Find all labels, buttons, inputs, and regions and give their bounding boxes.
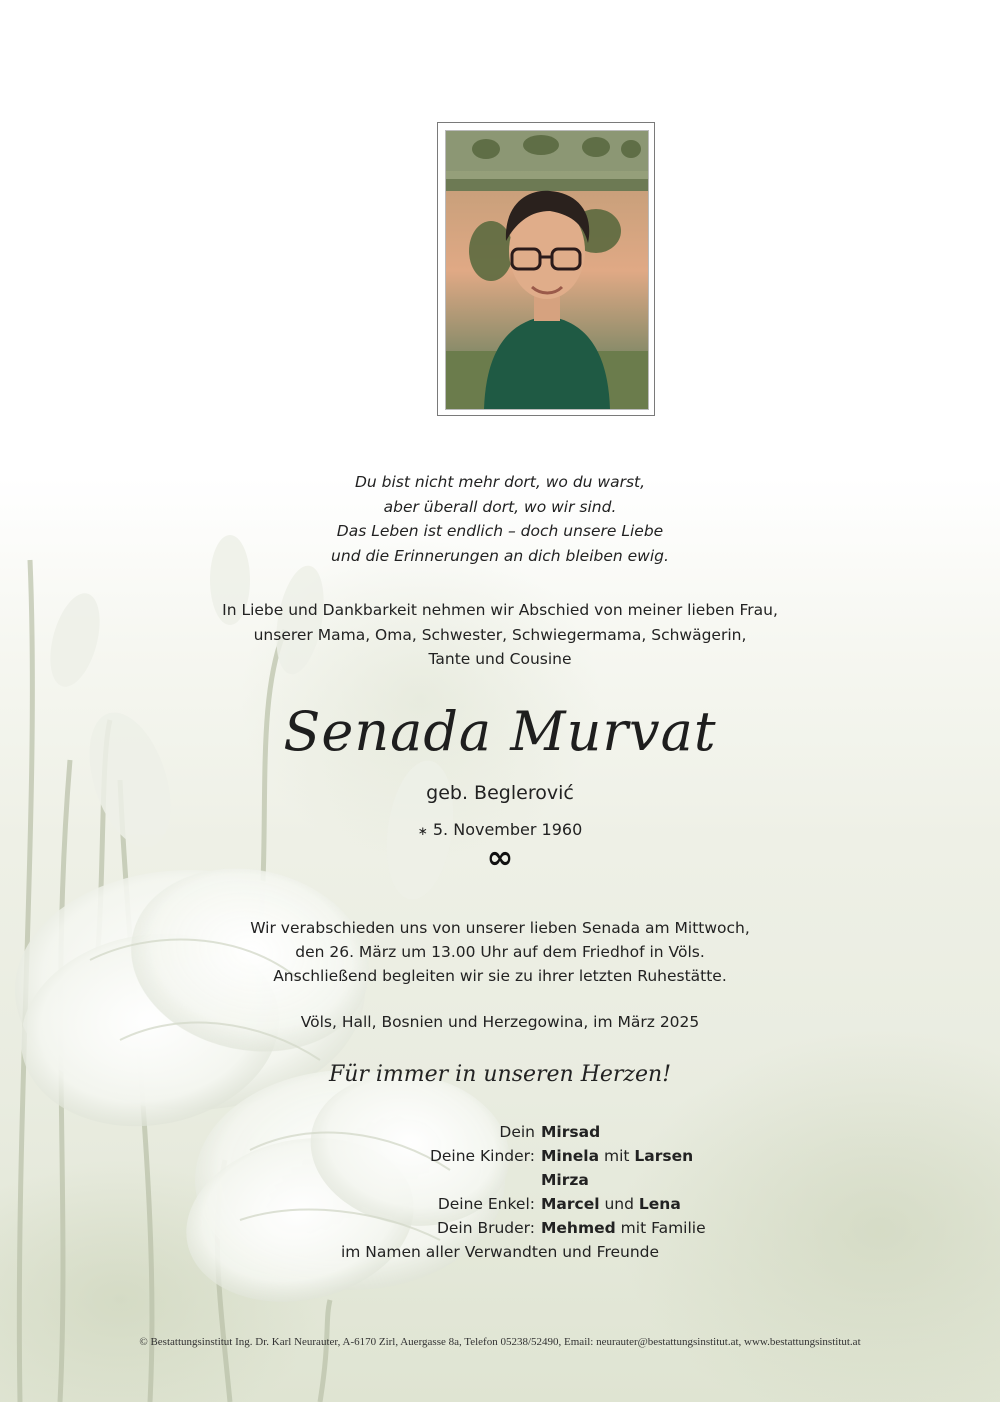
service-line: Anschließend begleiten wir sie zu ihrer letzten Ruhestätte. [273,967,727,985]
family-joiner: mit [604,1147,630,1165]
maiden-name: geb. Beglerović [426,782,574,804]
service-details [0,916,1000,988]
family-row [0,1192,1000,1216]
family-names [541,1216,706,1240]
intro-line: In Liebe und Dankbarkeit nehmen wir Abschied von meiner lieben Frau, [222,601,778,619]
intro-line: Tante und Cousine [428,650,572,668]
family-relation: Dein [499,1123,535,1141]
intro-line: unserer Mama, Oma, Schwester, Schwiegermama, Schwägerin, [253,625,747,644]
family-member: Mirsad [541,1123,601,1141]
family-member: Lena [638,1195,681,1213]
service-line: den 26. März um 13.00 Uhr auf dem Friedhof in Völs. [295,943,705,961]
footer-credit: © Bestattungsinstitut Ing. Dr. Karl Neurauter, A-6170 Zirl, Auergasse 8a, Telefon 05238/52490, Email: neurauter@bestattungsinstitut.at, www.bestattungsinstitut.at [139,1336,861,1348]
family-member: Mehmed [541,1219,616,1237]
family-joiner: mit Familie [620,1219,706,1237]
family-member: Marcel [541,1195,600,1213]
family-closing: im Namen aller Verwandten und Freunde [340,1243,660,1261]
family-names [541,1144,693,1168]
farewell-intro [0,598,1000,672]
family-names [541,1192,681,1216]
family-row [0,1168,1000,1192]
family-names [541,1120,600,1144]
infinity-icon: ∞ [486,838,514,876]
place-date: Völs, Hall, Bosnien und Herzegowina, im März 2025 [300,1013,700,1031]
family-row [0,1120,1000,1144]
family-row [0,1144,1000,1168]
family-relation: Dein Bruder: [436,1219,535,1237]
family-relation: Deine Kinder: [429,1147,535,1165]
portrait-frame [437,122,655,416]
family-member: Mirza [541,1171,589,1189]
family-list [0,1120,1000,1264]
poem-line: aber überall dort, wo wir sind. [383,497,617,516]
family-joiner: und [604,1195,634,1213]
birth-date: 5. November 1960 [432,820,583,839]
birth-line [0,820,1000,839]
family-row [0,1216,1000,1240]
family-names [541,1168,589,1192]
motto: Für immer in unseren Herzen! [328,1062,672,1087]
deceased-name: Senada Murvat [283,700,717,763]
poem-line: Das Leben ist endlich – doch unsere Liebe [336,522,664,540]
service-line: Wir verabschieden uns von unserer lieben Senada am Mittwoch, [250,919,750,937]
portrait-photo [445,130,649,410]
birth-star-icon: ∗ [417,824,428,838]
poem-line: Du bist nicht mehr dort, wo du warst, [354,473,646,491]
family-relation: Deine Enkel: [437,1195,535,1213]
poem-line: und die Erinnerungen an dich bleiben ewig. [331,546,669,565]
family-member: Larsen [634,1147,694,1165]
family-member: Minela [541,1147,600,1165]
poem [0,470,1000,568]
